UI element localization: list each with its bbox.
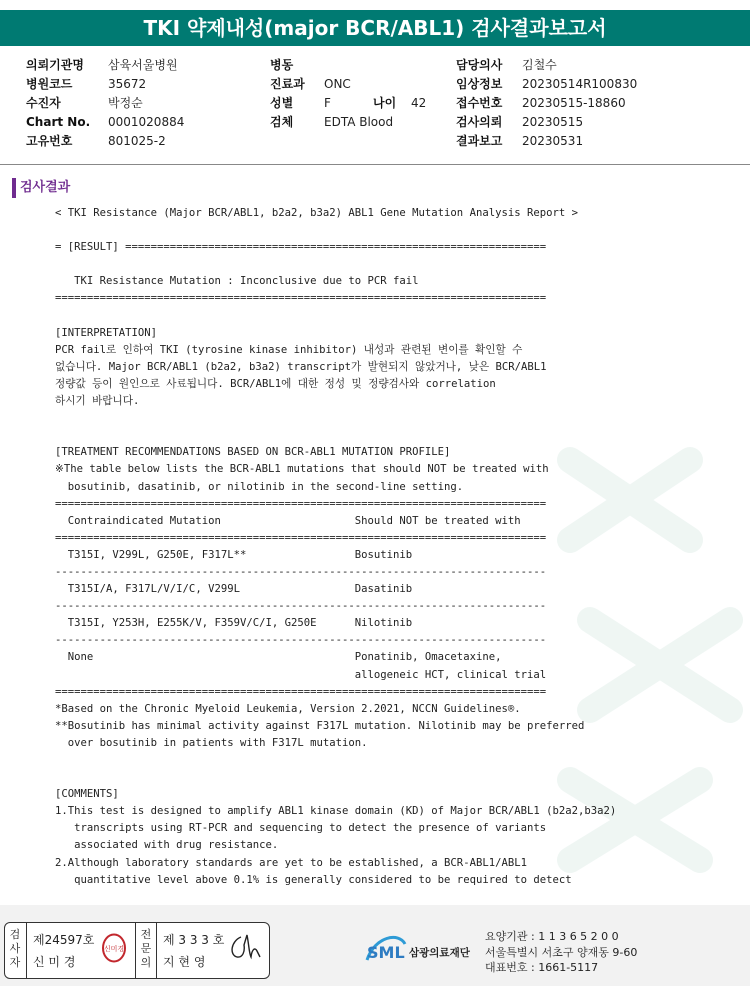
report-line: TKI Resistance Mutation : Inconclusive due to PCR fail (55, 275, 419, 288)
report-line (55, 256, 615, 273)
info-value: 20230515-18860 (522, 96, 626, 110)
info-value: 35672 (108, 77, 147, 91)
info-row (270, 113, 393, 132)
info-row (456, 113, 637, 132)
svg-text:신미경: 신미경 (103, 945, 125, 953)
report-line: associated with drug resistance. (55, 839, 279, 852)
vertical-label-char: 사 (9, 942, 21, 955)
report-line: None Ponatinib, Omacetaxine, (55, 651, 502, 664)
report-line: over bosutinib in patients with F317L mutation. (55, 736, 368, 749)
report-line (55, 769, 615, 786)
info-label: 접수번호 (456, 96, 503, 110)
vertical-label-char: 문 (140, 942, 152, 955)
report-line: ※The table below lists the BCR-ABL1 mutations that should NOT be treated with (55, 463, 549, 476)
info-label: 진료과 (270, 77, 305, 91)
org-info (485, 929, 637, 976)
org-info-line: 대표번호 : 1661-5117 (485, 961, 599, 974)
report-line: T315I/A, F317L/V/I/C, V299L Dasatinib (55, 583, 413, 596)
report-line: 없습니다. Major BCR/ABL1 (b2a2, b3a2) transcript가 발현되지 않았거나, 낮은 BCR/ABL1 (55, 360, 547, 373)
info-value: EDTA Blood (324, 115, 394, 129)
section-marker (12, 178, 16, 198)
info-value: 20230514R100830 (522, 77, 638, 91)
report-line (55, 410, 615, 427)
report-line: allogeneic HCT, clinical trial (55, 668, 547, 681)
info-row (456, 75, 637, 94)
info-label: 담당의사 (456, 58, 503, 72)
report-line: [COMMENTS] (55, 788, 119, 801)
info-row (456, 56, 637, 75)
report-line: ============================================================================= (55, 531, 547, 544)
report-line: 정량값 등이 원인으로 사료됩니다. BCR/ABL1에 대한 정성 및 정량검사와 correlation (55, 377, 496, 390)
info-value: F (324, 96, 331, 110)
info-row (26, 113, 184, 132)
info-row (26, 75, 184, 94)
age-field (373, 94, 426, 113)
vertical-label-char: 의 (140, 956, 152, 969)
info-label: Chart No. (26, 115, 91, 129)
info-value: 김철수 (522, 58, 557, 72)
report-line: ----------------------------------------------------------------------------- (55, 634, 547, 647)
info-column-3 (456, 56, 637, 151)
info-label: 임상정보 (456, 77, 503, 91)
info-label: 수진자 (26, 96, 61, 110)
report-line: T315I, V299L, G250E, F317L** Bosutinib (55, 548, 413, 561)
report-line: *Based on the Chronic Myeloid Leukemia, Version 2.2021, NCCN Guidelines®. (55, 702, 521, 715)
report-line: [INTERPRETATION] (55, 326, 158, 339)
vertical-label-char: 전 (140, 928, 152, 941)
doctor-signature (227, 931, 263, 963)
report-line (55, 222, 615, 239)
info-row (270, 56, 393, 75)
sml-logo (365, 930, 485, 970)
info-value: 0001020884 (108, 115, 185, 129)
report-line: transcripts using RT-PCR and sequencing to detect the presence of variants (55, 822, 547, 835)
info-row (26, 132, 184, 151)
divider (156, 923, 157, 978)
report-line (55, 427, 615, 444)
age-value: 42 (411, 96, 427, 110)
report-line: **Bosutinib has minimal activity against F317L mutation. Nilotinib may be preferred (55, 719, 585, 732)
examiner-label (8, 928, 22, 970)
org-info-line: 서울특별시 서초구 양재동 9-60 (485, 945, 638, 959)
report-line: ============================================================================= (55, 292, 547, 305)
header-divider (0, 164, 750, 165)
examiner-stamp (101, 933, 127, 963)
info-value: ONC (324, 77, 351, 91)
info-label: 성별 (270, 96, 294, 110)
info-row (26, 94, 184, 113)
report-line: ============================================================================= (55, 497, 547, 510)
info-row (456, 94, 637, 113)
age-label: 나이 (373, 96, 397, 110)
info-row (270, 75, 393, 94)
info-row (26, 56, 184, 75)
report-line: T315I, Y253H, E255K/V, F359V/C/I, G250E Nilotinib (55, 617, 413, 630)
vertical-label-char: 검 (9, 928, 21, 941)
doctor-license: 제 3 3 3 호 (163, 933, 225, 947)
report-line (55, 308, 615, 325)
report-line (55, 752, 615, 769)
info-row (456, 132, 637, 151)
doctor-name: 지 현 영 (163, 955, 206, 969)
signature-box (4, 922, 270, 979)
info-label: 검체 (270, 115, 294, 129)
report-body (55, 205, 615, 889)
report-line: PCR fail로 인하여 TKI (tyrosine kinase inhibitor) 내성과 관련된 변이를 확인할 수 (55, 343, 523, 356)
report-line: = [RESULT] ================================================================== (55, 241, 547, 254)
report-line: [TREATMENT RECOMMENDATIONS BASED ON BCR-ABL1 MUTATION PROFILE] (55, 446, 451, 459)
info-value: 20230515 (522, 115, 584, 129)
vertical-label-char: 자 (9, 956, 21, 969)
report-line: bosutinib, dasatinib, or nilotinib in the second-line setting. (55, 480, 464, 493)
doctor-label (139, 928, 153, 970)
report-line: Contraindicated Mutation Should NOT be treated with (55, 514, 521, 527)
info-label: 결과보고 (456, 134, 503, 148)
info-value: 삼육서울병원 (108, 58, 178, 72)
section-title: 검사결과 (20, 180, 71, 195)
report-title: TKI 약제내성(major BCR/ABL1) 검사결과보고서 (0, 10, 750, 46)
info-value: 801025-2 (108, 134, 166, 148)
info-column-1 (26, 56, 184, 151)
info-label: 의뢰기관명 (26, 58, 84, 72)
info-label: 검사의뢰 (456, 115, 503, 129)
report-line: ----------------------------------------------------------------------------- (55, 600, 547, 613)
divider (26, 923, 27, 978)
examiner-name: 신 미 경 (33, 955, 76, 969)
info-value: 20230531 (522, 134, 584, 148)
org-name: 삼광의료재단 (409, 947, 470, 959)
info-label: 고유번호 (26, 134, 73, 148)
report-line: ----------------------------------------------------------------------------- (55, 565, 547, 578)
examiner-license: 제24597호 (33, 933, 95, 947)
logo-text: SML (367, 943, 405, 962)
report-line: quantitative level above 0.1% is generally considered to be required to detect (55, 873, 572, 886)
report-line: 1.This test is designed to amplify ABL1 kinase domain (KD) of Major BCR/ABL1 (b2a2,b3a2) (55, 805, 617, 818)
report-line: ============================================================================= (55, 685, 547, 698)
info-label: 병동 (270, 58, 294, 72)
org-info-line: 요양기관 : 1 1 3 6 5 2 0 0 (485, 930, 619, 943)
info-value: 박정순 (108, 96, 143, 110)
report-line: 하시기 바랍니다. (55, 395, 140, 408)
info-label: 병원코드 (26, 77, 73, 91)
report-line: < TKI Resistance (Major BCR/ABL1, b2a2, b3a2) ABL1 Gene Mutation Analysis Report > (55, 207, 578, 219)
divider (135, 923, 136, 978)
report-line: 2.Although laboratory standards are yet to be established, a BCR-ABL1/ABL1 (55, 856, 527, 869)
